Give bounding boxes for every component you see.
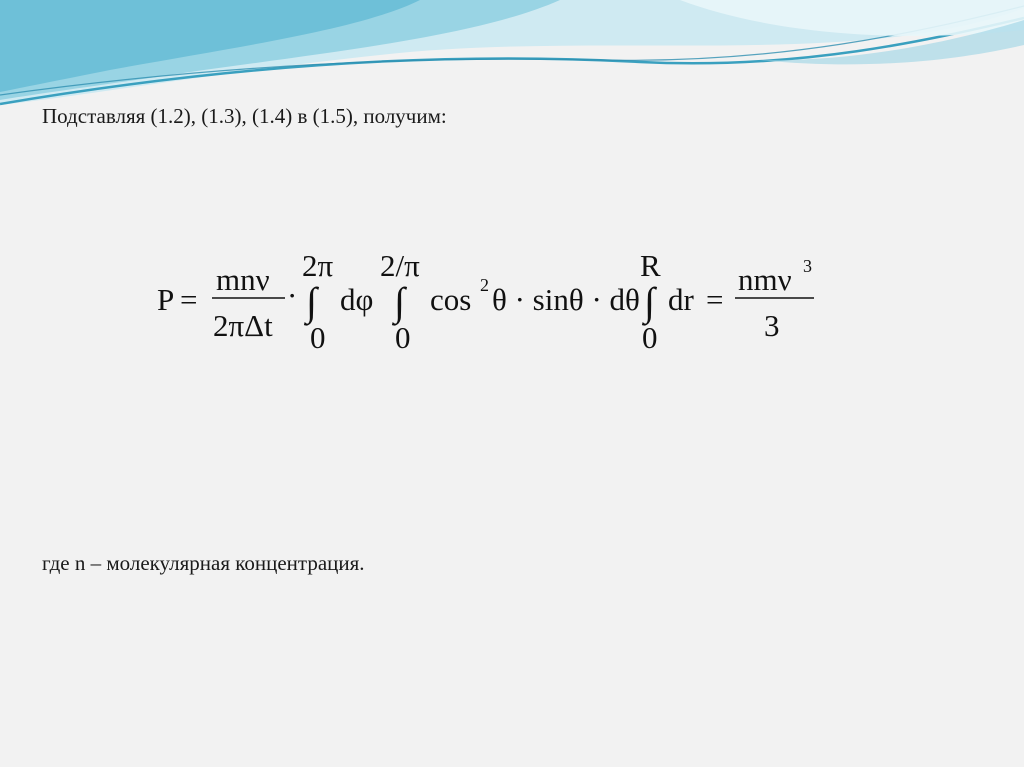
integral1-upper: 2π: [302, 248, 334, 283]
formula-equals-1: =: [180, 282, 198, 317]
formula-dot-1: ·: [287, 278, 298, 313]
formula-equals-2: =: [706, 282, 724, 317]
footnote-text: где n – молекулярная концентрация.: [42, 551, 365, 575]
dr: dr: [668, 282, 694, 317]
integral2-lower: 0: [395, 320, 411, 355]
integral2-sign: ∫: [394, 279, 405, 324]
fraction1-numerator: mnν: [216, 262, 270, 297]
integral3-lower: 0: [642, 320, 658, 355]
fraction2-numerator-power: 3: [803, 256, 812, 276]
cos-power: 2: [480, 275, 489, 295]
fraction2-numerator: nmν: [738, 262, 792, 297]
intro-text: Подставляя (1.2), (1.3), (1.4) в (1.5), получим:: [42, 104, 447, 128]
fraction2-denominator: 3: [764, 308, 780, 343]
integral1-sign: ∫: [306, 279, 317, 324]
integral3-sign: ∫: [644, 279, 655, 324]
integral1-lower: 0: [310, 320, 326, 355]
header-wave-decoration: [0, 0, 1024, 120]
theta-sin-dtheta: θ · sinθ · dθ: [492, 282, 640, 317]
dphi: dφ: [340, 282, 374, 317]
formula-lhs: P: [157, 282, 175, 317]
integral2-upper: 2/π: [380, 248, 420, 283]
cos-term: cos: [430, 282, 472, 317]
fraction1-denominator: 2πΔt: [213, 308, 273, 343]
integral3-upper: R: [640, 248, 661, 283]
